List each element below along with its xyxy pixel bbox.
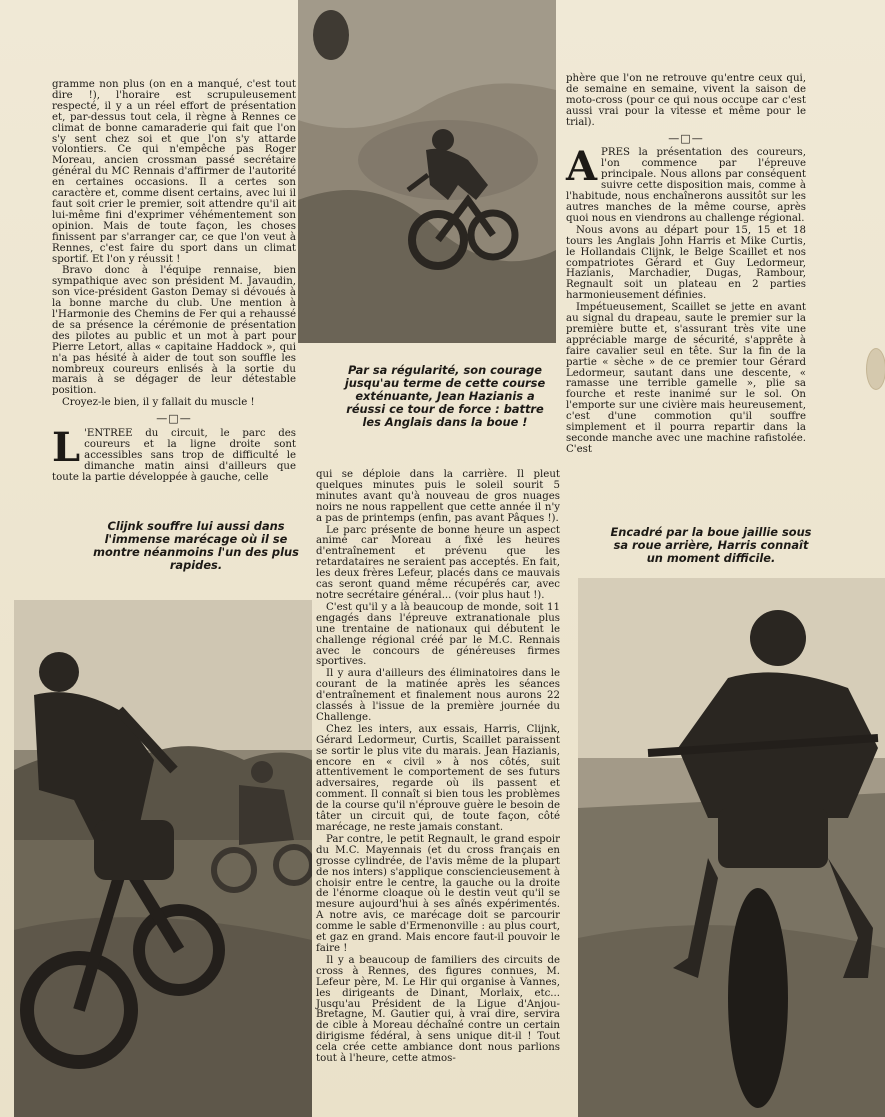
left-paragraph-2: Bravo donc à l'équipe rennaise, bien sympathique avec son président M. Javaudin, son vice-président Gaston Demay si dévoués à la bonne marche du club. Une mention à l'Harmonie des Chemins de Fer qui a rehaussé de sa présence la cérémonie de présentation des pilotes au public et un mot à part pour Pierre Letort, allas « capitaine Haddock », qui n'a pas hésité à aider de tout son souffle les nombreux coureurs enlisés à la sortie du marais à se dégager de leur détestable position. [52,265,296,397]
column-left [52,80,296,485]
photo-harris-illustration [578,578,885,1117]
right-paragraph-1 [566,143,806,224]
middle-paragraph-5: Chez les inters, aux essais, Harris, Clijnk, Gérard Ledormeur, Curtis, Scaillet paraissent se sortir le plus vite du marais. Jean Hazianis, encore en « civil » à nos côtés, suit attentivement le comportement de ses futurs adversaires, regarde où ils passent et comment. Il connaît si bien tous les problèmes de la course qu'il n'éprouve guère le besoin de tâter un circuit qui, de toute façon, côté marécage, ne reste jamais constant. [316,723,560,833]
photo-hazianis-illustration [298,0,556,343]
caption-clijnk: Clijnk souffre lui aussi dans l'immense marécage où il se montre néanmoins l'un des plus rapides. [93,519,299,572]
middle-paragraph-3: C'est qu'il y a là beaucoup de monde, soit 11 engagés dans l'épreuve extranationale plus une trentaine de nationaux qui débutent le challenge régional créé par le M.C. Rennais avec le concours de généreuses firmes sportives. [316,601,560,668]
caption-harris: Encadré par la boue jaillie sous sa roue arrière, Harris connaît un moment difficile. [610,525,812,565]
photo-harris [578,578,885,1117]
photo-hazianis [298,0,556,343]
dropcap-a: A [566,143,598,191]
middle-paragraph-7: Il y a beaucoup de familiers des circuits de cross à Rennes, des figures connues, M. Lefeur père, M. Le Hir qui organise à Vannes, les dirigeants de Dinant, Morlaix, etc... Jusqu'au Président de la Ligue d'Anjou-Bretagne, M. Gautier qui, à vrai dire, servira de cible à Moreau déchaîné contre un certain dirigisme fédéral, à sens unique dit-il ! Tout cela crée cette ambiance dont nous parlions tout à l'heure, cette atmos- [316,954,560,1065]
left-separator: —□— [156,412,192,426]
middle-paragraph-1: qui se déploie dans la carrière. Il pleut quelques minutes puis le soleil sourit 5 minutes avant qu'à nouveau de gros nuages noirs ne nous rappellent que cette année il n'y a pas de printemps (enfin, pas avant Pâques !). [316,469,560,524]
binder-hole [866,348,885,390]
left-section2 [52,424,296,484]
right-paragraph-1-text: PRES la présentation des coureurs, l'on commence par l'épreuve principale. Nous allons par conséquent suivre cette disposition mais, comme à l'habitude, nous enchaînerons aussitôt sur les autres manches de la même course, après quoi nous en viendrons au challenge régional. [566,147,806,224]
right-paragraph-2: Nous avons au départ pour 15, 15 et 18 tours les Anglais John Harris et Mike Curtis, le Hollandais Clijnk, le Belge Scaillet et nos compatriotes Gérard et Guy Ledormeur, Hazianis, Marchadier, Dugas, Rambour, Regnault soit un plateau en 2 parties harmonieusement définies. [566,224,806,302]
left-paragraph-3: Croyez-le bien, il y fallait du muscle ! [62,397,255,409]
middle-paragraph-2: Le parc présente de bonne heure un aspect animé car Moreau a fixé les heures d'entraînement et prévenu que les retardataires ne seraient pas acceptés. En fait, les deux frères Lefeur, placés dans ce mauvais cas seront quand même récupérés car, avec notre secrétaire général... (voir plus haut !). [316,524,560,601]
middle-paragraph-6: Par contre, le petit Regnault, le grand espoir du M.C. Mayennais (et du cross français en grosse cylindrée, de l'avis même de la plupart de nos inters) s'applique consciencieusement à choisir entre le centre, la gauche ou la droite de l'énorme cloaque où le destin veut qu'il se mesure aujourd'hui à ses aînés expérimentés. A notre avis, ce marécage doit se parcourir comme le sable d'Ermenonville : au plus court, et gaz en grand. Mais encore faut-il pouvoir le faire ! [316,833,560,954]
dropcap-l: L [52,424,81,472]
right-intro: phère que l'on ne retrouve qu'entre ceux qui, de semaine en semaine, vivent la saison de moto-cross (pour ce qui nous occupe car c'est aussi vrai pour la vitesse et même pour le trial). [566,73,806,128]
middle-paragraph-4: Il y aura d'ailleurs des éliminatoires dans le courant de la matinée après les séances d'entraînement et finalement nous aurons 22 classés à l'issue de la première journée du Challenge. [316,668,560,723]
left-paragraph-1: gramme non plus (on en a manqué, c'est tout dire !), l'horaire est scrupuleusement respecté, il y a un réel effort de présentation et, par-dessus tout cela, il règne à Rennes ce climat de bonne camaraderie qui fait que l'on s'y sent chez soi et que l'on s'y attarde volontiers. Ce qui n'empêche pas Roger Moreau, ancien crossman passé secrétaire général du MC Rennais d'affirmer de l'autorité en certaines occasions. Il a certes son caractère et, comme disent certains, avec lui il faut soit crier le premier, soit attendre qu'il ait lui-même fini d'exprimer véhémentement son opinion. Mais de toute façon, les choses finissent par s'arranger car, ce que l'on veut à Rennes, c'est faire du sport dans un climat sportif. Et l'on y réussit ! [52,79,296,265]
photo-clijnk [14,600,312,1117]
column-right [566,74,806,457]
right-separator: —□— [668,131,704,145]
right-paragraph-3: Impétueusement, Scaillet se jette en avant au signal du drapeau, saute le premier sur la première butte et, s'assurant très vite une appréciable marge de sécurité, s'apprête à faire cavalier seul en tête. Sur la fin de la partie « sèche » de ce premier tour Gérard Ledormeur, sautant dans une descente, « ramasse une terrible gamelle », plie sa fourche et reste inanimé sur le sol. On l'emporte sur une civière mais heureusement, c'est d'une commotion qu'il souffre simplement et il pourra repartir dans la seconde manche avec une machine rafistolée. C'est [566,302,806,455]
caption-hazianis: Par sa régularité, son courage jusqu'au terme de cette course exténuante, Jean Hazianis a réussi ce tour de force : battre les Anglais dans la boue ! [344,363,546,429]
photo-clijnk-illustration [14,600,312,1117]
left-section2-text: 'ENTREE du circuit, le parc des coureurs et la ligne droite sont accessibles sans trop de difficulté le dimanche matin ainsi d'ailleurs que toute la partie développée à gauche, celle [52,428,296,483]
column-middle [316,470,560,1066]
